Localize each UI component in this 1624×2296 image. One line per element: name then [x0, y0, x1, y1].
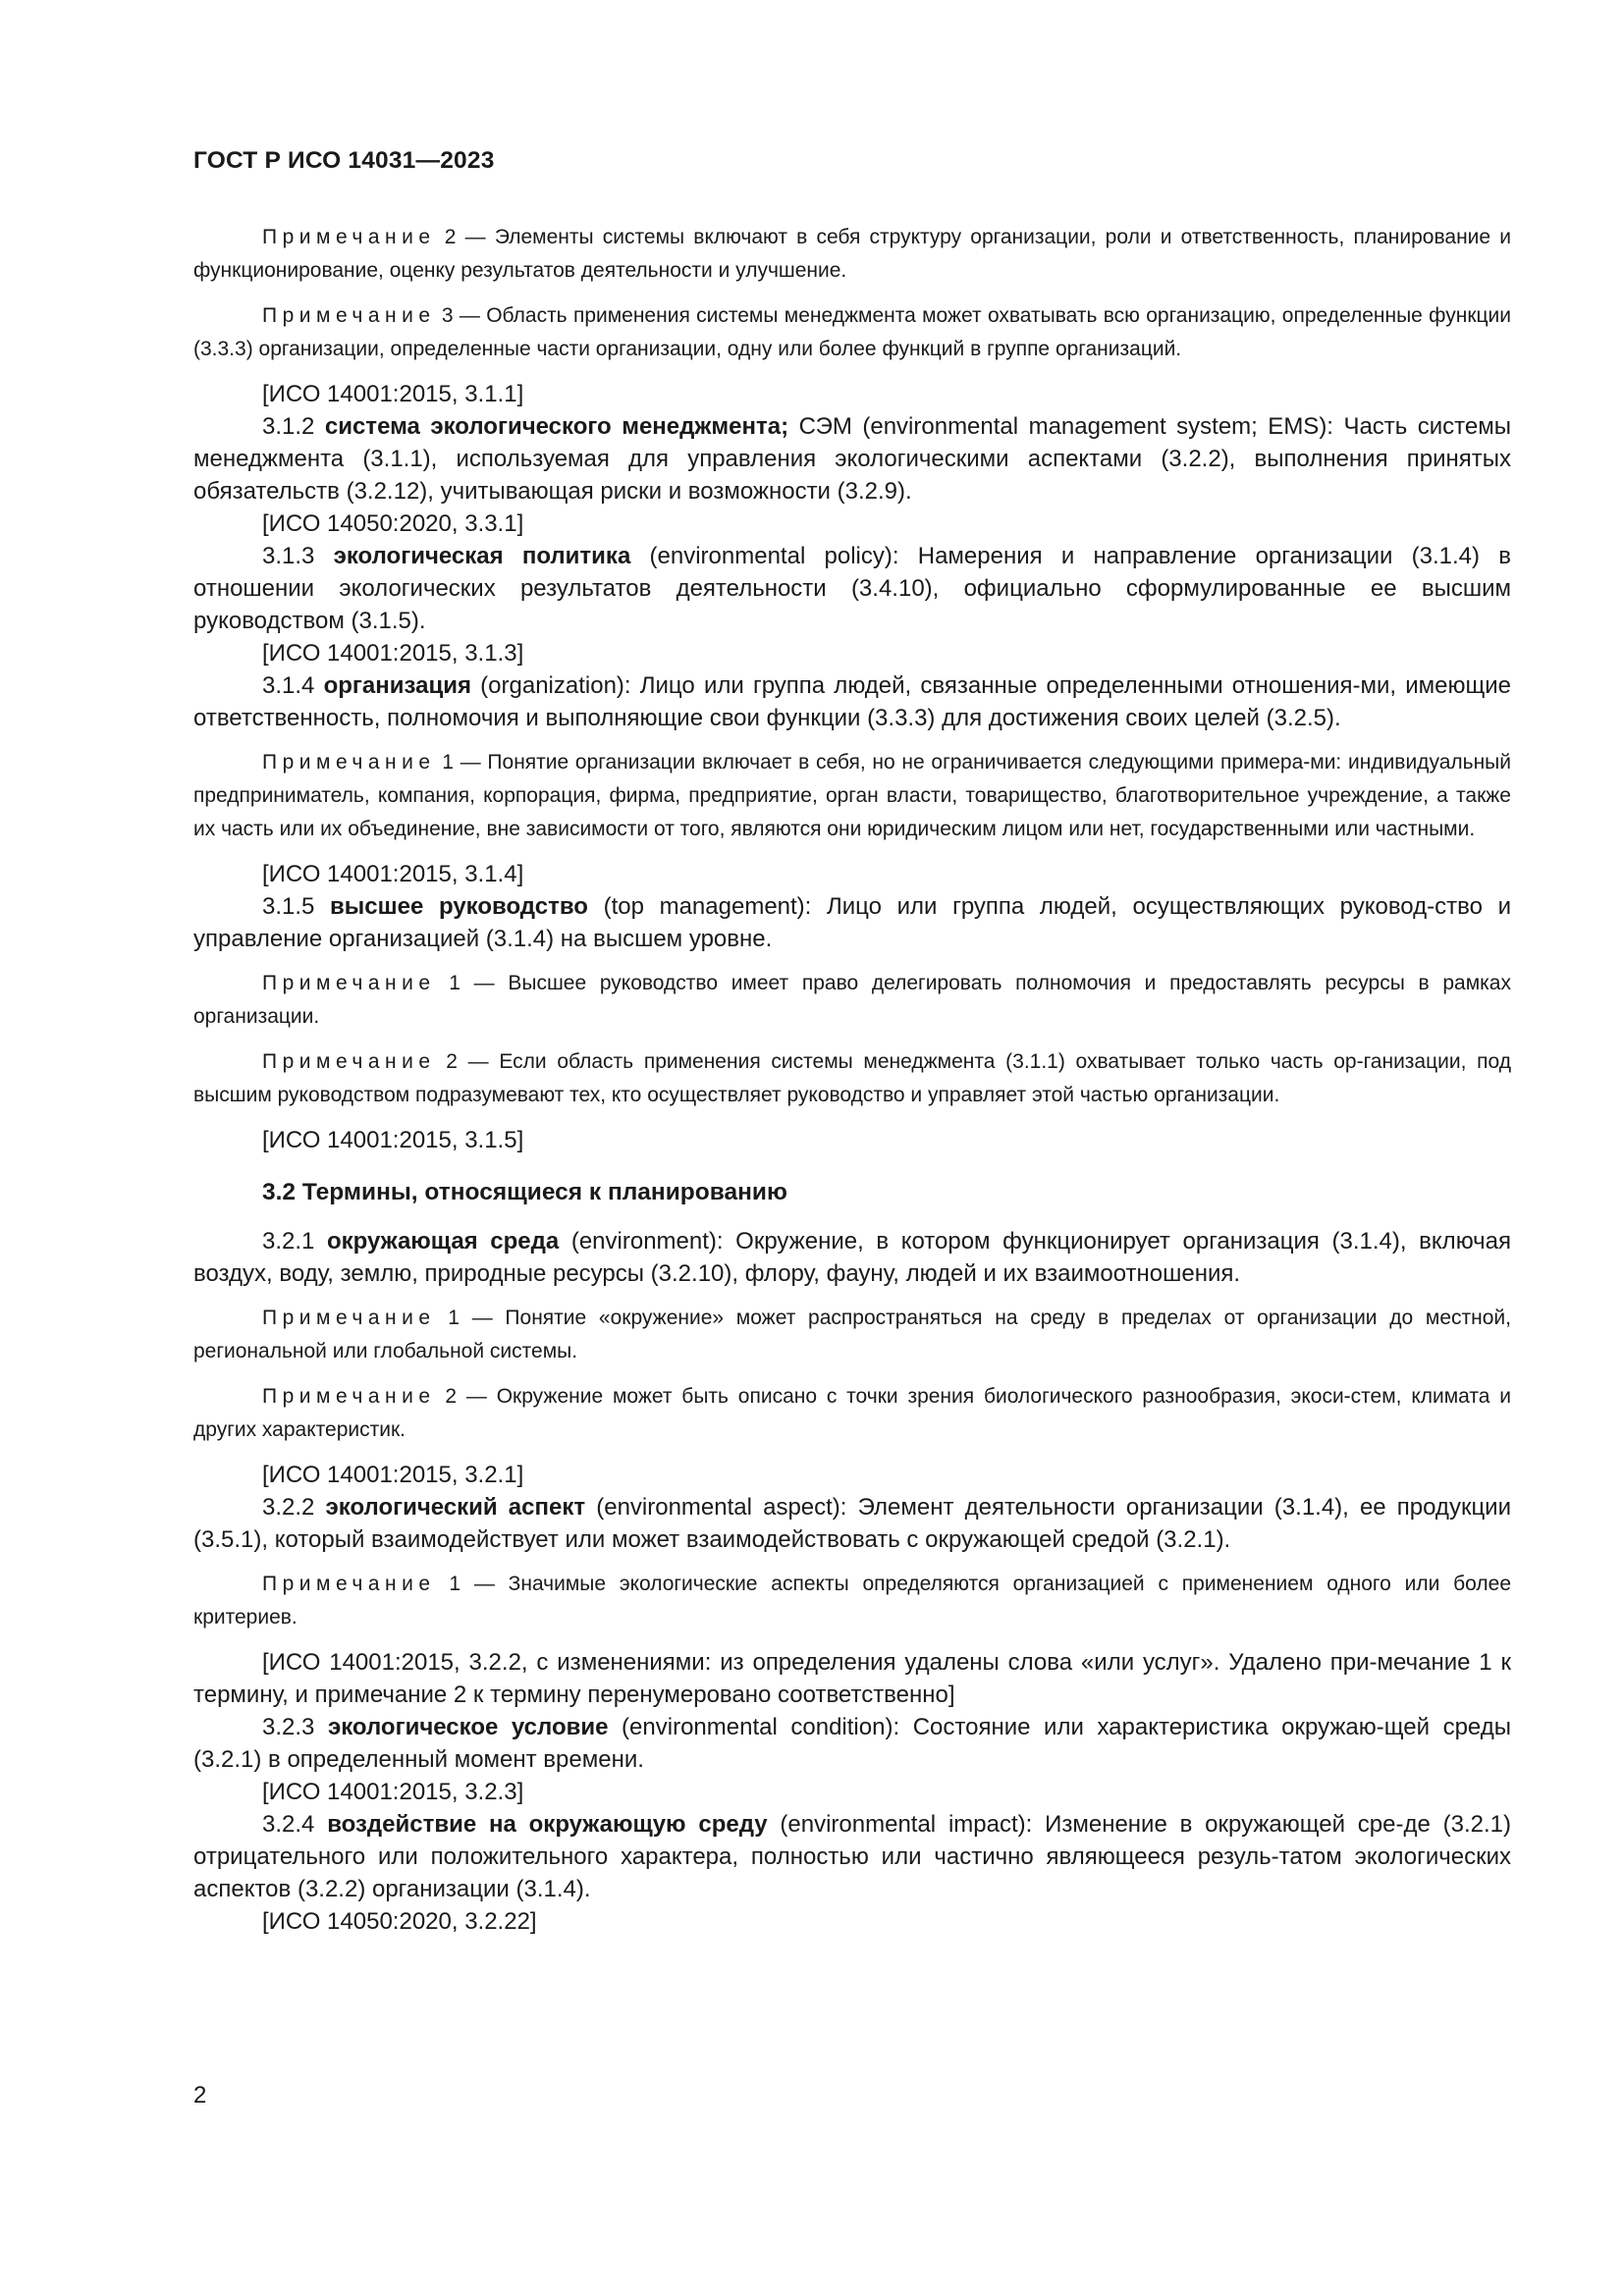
- note-text: — Понятие организации включает в себя, но не ограничивается следующими примера-ми: индивидуальный предприниматель, компания, корпорация, фирма, предприятие, орган власти, товарищество, благотворительное учреждение, а также их часть или их объединение, вне зависимости от того, являются они юридическим лицом или нет, государственными или частными.: [193, 751, 1511, 840]
- term-title: экологическое условие: [327, 1714, 609, 1740]
- note-text: — Элементы системы включают в себя структуру организации, роли и ответственность, планирование и функционирование, оценку результатов деятельности и улучшение.: [193, 226, 1511, 282]
- note-text: — Окружение может быть описано с точки зрения биологического разнообразия, экоси-стем, климата и других характеристик.: [193, 1385, 1511, 1441]
- note-text: — Понятие «окружение» может распространяться на среду в пределах от организации до местной, региональной или глобальной системы.: [193, 1307, 1511, 1362]
- source-reference: [ИСО 14001:2015, 3.1.3]: [262, 640, 524, 667]
- term-definition: СЭМ (environmental management system; EMS): Часть системы менеджмента (3.1.1), используемая для управления экологическими аспектами (3.2.2), выполнения принятых обязательств (3.2.12), учитывающая риски и возможности (3.2.9).: [193, 413, 1511, 505]
- term-number: 3.2.1: [262, 1228, 327, 1255]
- note-label: Примечание: [262, 1050, 436, 1073]
- note-number: 2: [446, 1050, 458, 1073]
- term-definition: (environmental aspect): Элемент деятельности организации (3.1.4), ее продукции (3.5.1), который взаимодействует или может взаимодействовать с окружающей средой (3.2.1).: [193, 1494, 1511, 1553]
- standard-header: ГОСТ Р ИСО 14031—2023: [193, 147, 495, 174]
- note-number: 1: [442, 751, 454, 774]
- note: [193, 221, 1511, 288]
- term-number: 3.1.2: [262, 413, 325, 440]
- term-entry-3-2-3: [193, 1711, 1511, 1776]
- note: [193, 967, 1511, 1034]
- page-number: 2: [193, 2082, 207, 2109]
- source-reference: [ИСО 14001:2015, 3.2.3]: [262, 1779, 524, 1805]
- note-label: Примечание: [262, 1573, 436, 1595]
- term-entry-3-1-5: [193, 890, 1511, 955]
- section-heading-3-2: 3.2 Термины, относящиеся к планированию: [262, 1179, 787, 1205]
- term-entry-3-2-2: [193, 1491, 1511, 1556]
- note-label: Примечание: [262, 304, 436, 327]
- term-title: экологический аспект: [325, 1494, 586, 1521]
- term-entry-3-1-2: [193, 410, 1511, 507]
- note-text: — Высшее руководство имеет право делегировать полномочия и предоставлять ресурсы в рамках организации.: [193, 972, 1511, 1028]
- term-number: 3.2.3: [262, 1714, 328, 1740]
- term-entry-3-2-4: [193, 1808, 1511, 1905]
- note-number: 2: [444, 226, 457, 248]
- term-number: 3.2.2: [262, 1494, 326, 1521]
- term-title: организация: [323, 672, 471, 699]
- source-reference-modified: [ИСО 14001:2015, 3.2.2, с изменениями: из определения удалены слова «или услуг». Удалено при-мечание 1 к термину, и примечание 2 к термину перенумеровано соответственно]: [193, 1649, 1511, 1708]
- note-label: Примечание: [262, 972, 436, 994]
- term-entry-3-1-3: [193, 540, 1511, 637]
- term-title: экологическая политика: [333, 543, 631, 569]
- note-text: — Если область применения системы менеджмента (3.1.1) охватывает только часть ор-ганизации, под высшим руководством подразумевают тех, кто осуществляет руководство и управляет этой частью организации.: [193, 1050, 1511, 1106]
- note-number: 1: [449, 972, 460, 994]
- note-label: Примечание: [262, 1307, 436, 1329]
- source-reference: [ИСО 14050:2020, 3.3.1]: [262, 510, 524, 537]
- term-definition: (top management): Лицо или группа людей, осуществляющих руковод-ство и управление организацией (3.1.4) на высшем уровне.: [193, 893, 1512, 952]
- note: [193, 746, 1511, 846]
- term-definition: (environmental policy): Намерения и направление организации (3.1.4) в отношении экологических результатов деятельности (3.4.10), официально сформулированные ее высшим руководством (3.1.5).: [193, 543, 1511, 634]
- term-number: 3.1.3: [262, 543, 334, 569]
- note: [193, 299, 1511, 366]
- term-definition: (environment): Окружение, в котором функционирует организация (3.1.4), включая воздух, воду, землю, природные ресурсы (3.2.10), флору, фауну, людей и их взаимоотношения.: [193, 1228, 1512, 1287]
- source-reference: [ИСО 14001:2015, 3.1.4]: [262, 861, 524, 887]
- term-definition: (organization): Лицо или группа людей, связанные определенными отношения-ми, имеющие ответственность, полномочия и выполняющие свои функции (3.3.3) для достижения своих целей (3.2.5).: [193, 672, 1511, 731]
- note: [193, 1568, 1511, 1634]
- term-title: высшее руководство: [330, 893, 588, 920]
- term-number: 3.1.4: [262, 672, 324, 699]
- note-number: 1: [449, 1573, 461, 1595]
- source-reference: [ИСО 14001:2015, 3.1.5]: [262, 1127, 524, 1153]
- term-title: воздействие на окружающую среду: [327, 1811, 768, 1838]
- note: [193, 1302, 1511, 1368]
- note-text: — Область применения системы менеджмента может охватывать всю организацию, определенные функции (3.3.3) организации, определенные части организации, одну или более функций в группе организаций.: [193, 304, 1511, 360]
- source-reference: [ИСО 14001:2015, 3.2.1]: [262, 1462, 524, 1488]
- note-label: Примечание: [262, 226, 436, 248]
- term-definition: (environmental condition): Состояние или характеристика окружаю-щей среды (3.2.1) в определенный момент времени.: [193, 1714, 1511, 1773]
- source-reference: [ИСО 14050:2020, 3.2.22]: [262, 1908, 537, 1935]
- term-entry-3-2-1: [193, 1225, 1511, 1290]
- term-title: система экологического менеджмента;: [324, 413, 789, 440]
- note: [193, 1380, 1511, 1447]
- note-label: Примечание: [262, 1385, 436, 1408]
- term-entry-3-1-4: [193, 669, 1511, 734]
- term-number: 3.1.5: [262, 893, 331, 920]
- term-number: 3.2.4: [262, 1811, 328, 1838]
- document-body: [193, 221, 1511, 1938]
- note-number: 2: [445, 1385, 458, 1408]
- note-label: Примечание: [262, 751, 436, 774]
- note: [193, 1045, 1511, 1112]
- source-reference: [ИСО 14001:2015, 3.1.1]: [262, 381, 524, 407]
- term-definition: (environmental impact): Изменение в окружающей сре-де (3.2.1) отрицательного или положительного характера, полностью или частично являющееся резуль-татом экологических аспектов (3.2.2) организации (3.1.4).: [193, 1811, 1512, 1902]
- note-number: 3: [441, 304, 454, 327]
- note-text: — Значимые экологические аспекты определяются организацией с применением одного или более критериев.: [193, 1573, 1511, 1629]
- term-title: окружающая среда: [326, 1228, 560, 1255]
- note-number: 1: [448, 1307, 460, 1329]
